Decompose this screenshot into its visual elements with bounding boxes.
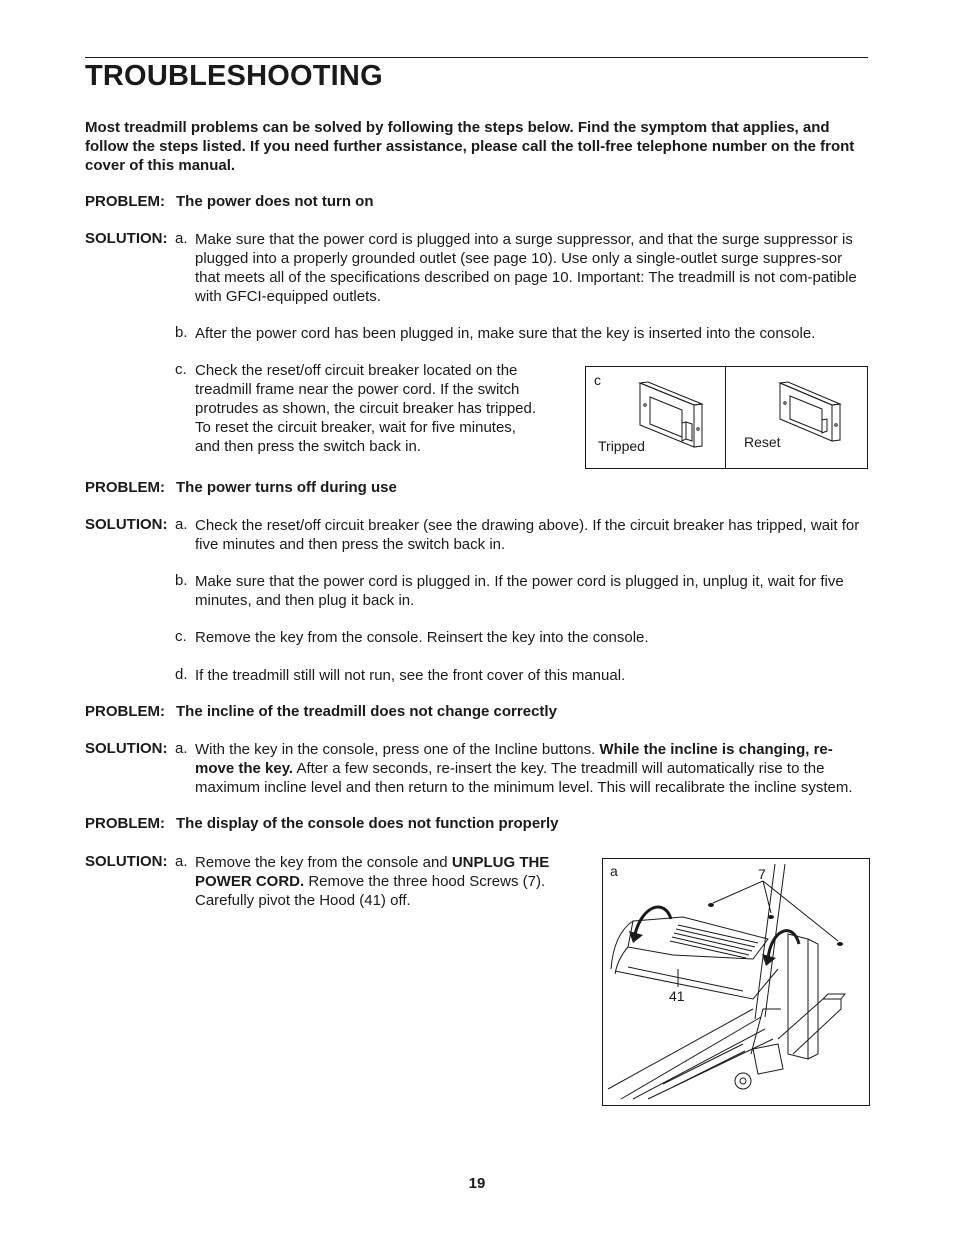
step-letter: b. (175, 572, 188, 589)
intro-paragraph: Most treadmill problems can be solved by following the steps below. Find the symptom that applies, and follow the steps listed. If you need further assistance, please call the toll-free telephone number on the front cover of this manual. (85, 119, 855, 174)
step-text: Check the reset/off circuit breaker (see the drawing above). If the circuit breaker has tripped, wait for five minutes and then press the switch back in. (195, 517, 860, 553)
step-text: With the key in the console, press one of the Incline buttons. While the incline is changing, re-move the key. After a few seconds, re-insert the key. The treadmill will automatically rise to the maximum incline level and then return to the minimum level. This will recalibrate the incline system. (195, 741, 853, 796)
step-text: If the treadmill still will not run, see the front cover of this manual. (195, 667, 626, 684)
top-rule (85, 57, 868, 58)
figure-letter: a (610, 863, 618, 879)
step-letter: a. (175, 853, 188, 870)
solution-label-1: SOLUTION: (85, 230, 168, 247)
step-text: After the power cord has been plugged in, make sure that the key is inserted into the console. (195, 325, 816, 342)
figure-divider (725, 367, 726, 468)
step-letter: a. (175, 230, 188, 247)
tripped-label: Tripped (598, 438, 645, 454)
step-letter: a. (175, 516, 188, 533)
reset-switch-icon (776, 379, 846, 449)
problem-heading-1: PROBLEM: The power does not turn on (85, 193, 374, 210)
solution-label-4: SOLUTION: (85, 853, 168, 870)
problem-heading-2: PROBLEM: The power turns off during use (85, 479, 397, 496)
solution-label-3: SOLUTION: (85, 740, 168, 757)
step-letter: c. (175, 361, 187, 378)
step-letter: d. (175, 666, 188, 683)
step-text: Make sure that the power cord is plugged into a surge suppressor, and that the surge suppressor is plugged into a properly grounded outlet (see page 10). Use only a single-outlet surge suppres-sor that meets all of the specifications described on page 10. Important: The treadmill is not com-patible with GFCI-equipped outlets. (195, 231, 857, 305)
hood-removal-figure (602, 858, 870, 1106)
problem-heading-4: PROBLEM: The display of the console does not function properly (85, 815, 559, 832)
screws-callout: 7 (758, 866, 766, 882)
page-number: 19 (468, 1175, 486, 1192)
reset-label: Reset (744, 434, 781, 450)
step-text: Remove the key from the console and UNPLUG THE POWER CORD. Remove the three hood Screws (7). Carefully pivot the Hood (41) off. (195, 854, 550, 909)
treadmill-hood-drawing (603, 859, 869, 1105)
figure-letter: c (594, 372, 601, 388)
step-text: Check the reset/off circuit breaker located on the treadmill frame near the power cord. If the switch protrudes as shown, the circuit breaker has tripped. To reset the circuit breaker, wait for five minutes, and then press the switch back in. (195, 362, 537, 455)
tripped-switch-icon (636, 379, 711, 455)
solution-label-2: SOLUTION: (85, 516, 168, 533)
step-letter: a. (175, 740, 188, 757)
step-text: Make sure that the power cord is plugged in. If the power cord is plugged in, unplug it, wait for five minutes, and then plug it back in. (195, 573, 844, 609)
hood-callout: 41 (669, 988, 685, 1004)
page-title: TROUBLESHOOTING (85, 60, 383, 92)
step-text: Remove the key from the console. Reinsert the key into the console. (195, 629, 649, 646)
step-letter: b. (175, 324, 188, 341)
step-letter: c. (175, 628, 187, 645)
problem-heading-3: PROBLEM: The incline of the treadmill does not change correctly (85, 703, 557, 720)
circuit-breaker-figure (585, 366, 868, 469)
